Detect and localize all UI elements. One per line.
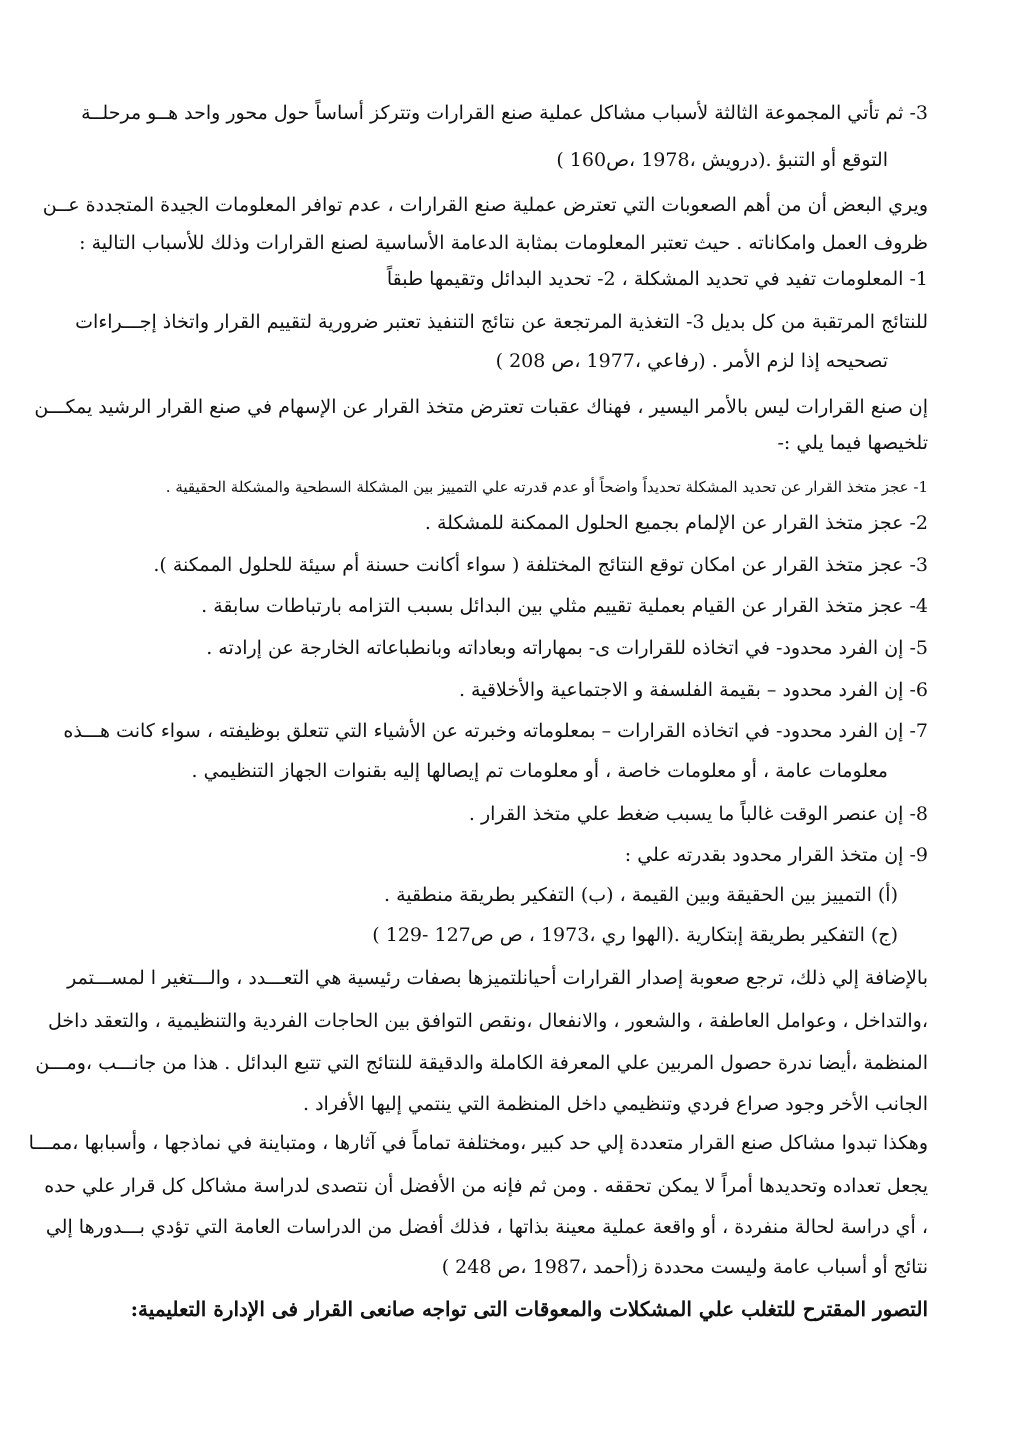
paragraph-line: المنظمة ،أيضا ندرة حصول المربين علي المعرفة الكاملة والدقيقة للنتائج التي تتبع البدائل . هذا من جانـــب ،ومـــن <box>35 1052 928 1074</box>
list-item: 8- إن عنصر الوقت غالباً ما يسبب ضغط علي متخذ القرار . <box>468 803 928 825</box>
paragraph-line: ويري البعض أن من أهم الصعوبات التي تعترض عملية صنع القرارات ، عدم توافر المعلومات الجيدة المتجددة عــن <box>42 194 928 216</box>
list-item: 3- عجز متخذ القرار عن امكان توقع النتائج المختلفة ( سواء أكانت حسنة أم سيئة للحلول الممكنة ). <box>153 554 928 576</box>
list-item: 7- إن الفرد محدود- في اتخاذه القرارات – بمعلوماته وخبرته عن الأشياء التي تتعلق بوظيفته ، سواء كانت هـــذه <box>63 720 928 742</box>
paragraph-line: 3- ثم تأتي المجموعة الثالثة لأسباب مشاكل عملية صنع القرارات وتتركز أساساً حول محور واحد هــو مرحلــة <box>81 102 928 124</box>
paragraph-line: إن صنع القرارات ليس بالأمر اليسير ، فهناك عقبات تعترض متخذ القرار عن الإسهام في صنع القرار الرشيد يمكـــن <box>34 396 928 418</box>
list-item: معلومات عامة ، أو معلومات خاصة ، أو معلومات تم إيصالها إليه بقنوات الجهاز التنظيمي . <box>191 760 888 782</box>
paragraph-line: يجعل تعداده وتحديدها أمراً لا يمكن تحققه . ومن ثم فإنه من الأفضل أن نتصدى لدراسة مشاكل كل قرار علي حده <box>44 1175 928 1197</box>
paragraph-line: بالإضافة إلي ذلك، ترجع صعوبة إصدار القرارات أحيانلتميزها بصفات رئيسية هي التعـــدد ، والـــتغير ا لمســـتمر <box>67 967 928 989</box>
paragraph-line: نتائج أو أسباب عامة وليست محددة ز(أحمد ،1987 ،ص 248 ) <box>441 1256 928 1278</box>
list-item: 6- إن الفرد محدود – بقيمة الفلسفة و الاجتماعية والأخلاقية . <box>458 679 928 701</box>
paragraph-line: ،والتداخل ، وعوامل العاطفة ، والشعور ، والانفعال ،ونقص التوافق بين الحاجات الفردية والتنظيمية ، والتعقد داخل <box>47 1010 928 1032</box>
paragraph-line: 1- المعلومات تفيد في تحديد المشكلة ، 2- تحديد البدائل وتقيمها طبقاً <box>386 268 928 290</box>
paragraph-line: للنتائج المرتقبة من كل بديل 3- التغذية المرتجعة عن نتائج التنفيذ تعتبر ضرورية لتقييم القرار واتخاذ إجـــراءات <box>75 311 928 333</box>
paragraph-line: التوقع أو التنبؤ .(درويش ،1978 ،ص160 ) <box>556 149 888 171</box>
list-item: 9- إن متخذ القرار محدود بقدرته علي : <box>624 844 928 866</box>
paragraph-line: ظروف العمل وامكاناته . حيث تعتبر المعلومات بمثابة الدعامة الأساسية لصنع القرارات وذلك للأسباب التالية : <box>79 232 928 254</box>
list-item: 1- عجز متخذ القرار عن تحديد المشكلة تحديداً واضحاً أو عدم قدرته علي التمييز بين المشكلة السطحية والمشكلة الحقيقية . <box>165 478 928 496</box>
paragraph-line: ، أي دراسة لحالة منفردة ، أو واقعة عملية معينة بذاتها ، فذلك أفضل من الدراسات العامة التي تؤدي بـــدورها إلي <box>45 1216 928 1238</box>
paragraph-line: الجانب الأخر وجود صراع فردي وتنظيمي داخل المنظمة التي ينتمي إليها الأفراد . <box>303 1093 928 1115</box>
paragraph-line: تصحيحه إذا لزم الأمر . (رفاعي ،1977 ،ص 208 ) <box>495 350 888 372</box>
sub-list-item: (أ) التمييز بين الحقيقة وبين القيمة ، (ب) التفكير بطريقة منطقية . <box>384 884 898 906</box>
list-item: 5- إن الفرد محدود- في اتخاذه للقرارات ى- بمهاراته وبعاداته وبانطباعاته الخارجة عن إرادته . <box>206 637 928 659</box>
paragraph-line: وهكذا تبدوا مشاكل صنع القرار متعددة إلي حد كبير ،ومختلفة تماماً في آثارها ، ومتباينة في نماذجها ، وأسبابها ،ممـــا <box>28 1132 928 1154</box>
list-item: 4- عجز متخذ القرار عن القيام بعملية تقييم مثلي بين البدائل بسبب التزامه بارتباطات سابقة . <box>201 595 928 617</box>
paragraph-line: تلخيصها فيما يلي :- <box>777 432 928 454</box>
sub-list-item: (ج) التفكير بطريقة إبتكارية .(الهوا ري ،1973 ، ص ص127 -129 ) <box>372 924 898 946</box>
section-heading: التصور المقترح للتغلب علي المشكلات والمعوقات التى تواجه صانعى القرار فى الإدارة التعليمية: <box>130 1297 928 1321</box>
list-item: 2- عجز متخذ القرار عن الإلمام بجميع الحلول الممكنة للمشكلة . <box>424 512 928 534</box>
